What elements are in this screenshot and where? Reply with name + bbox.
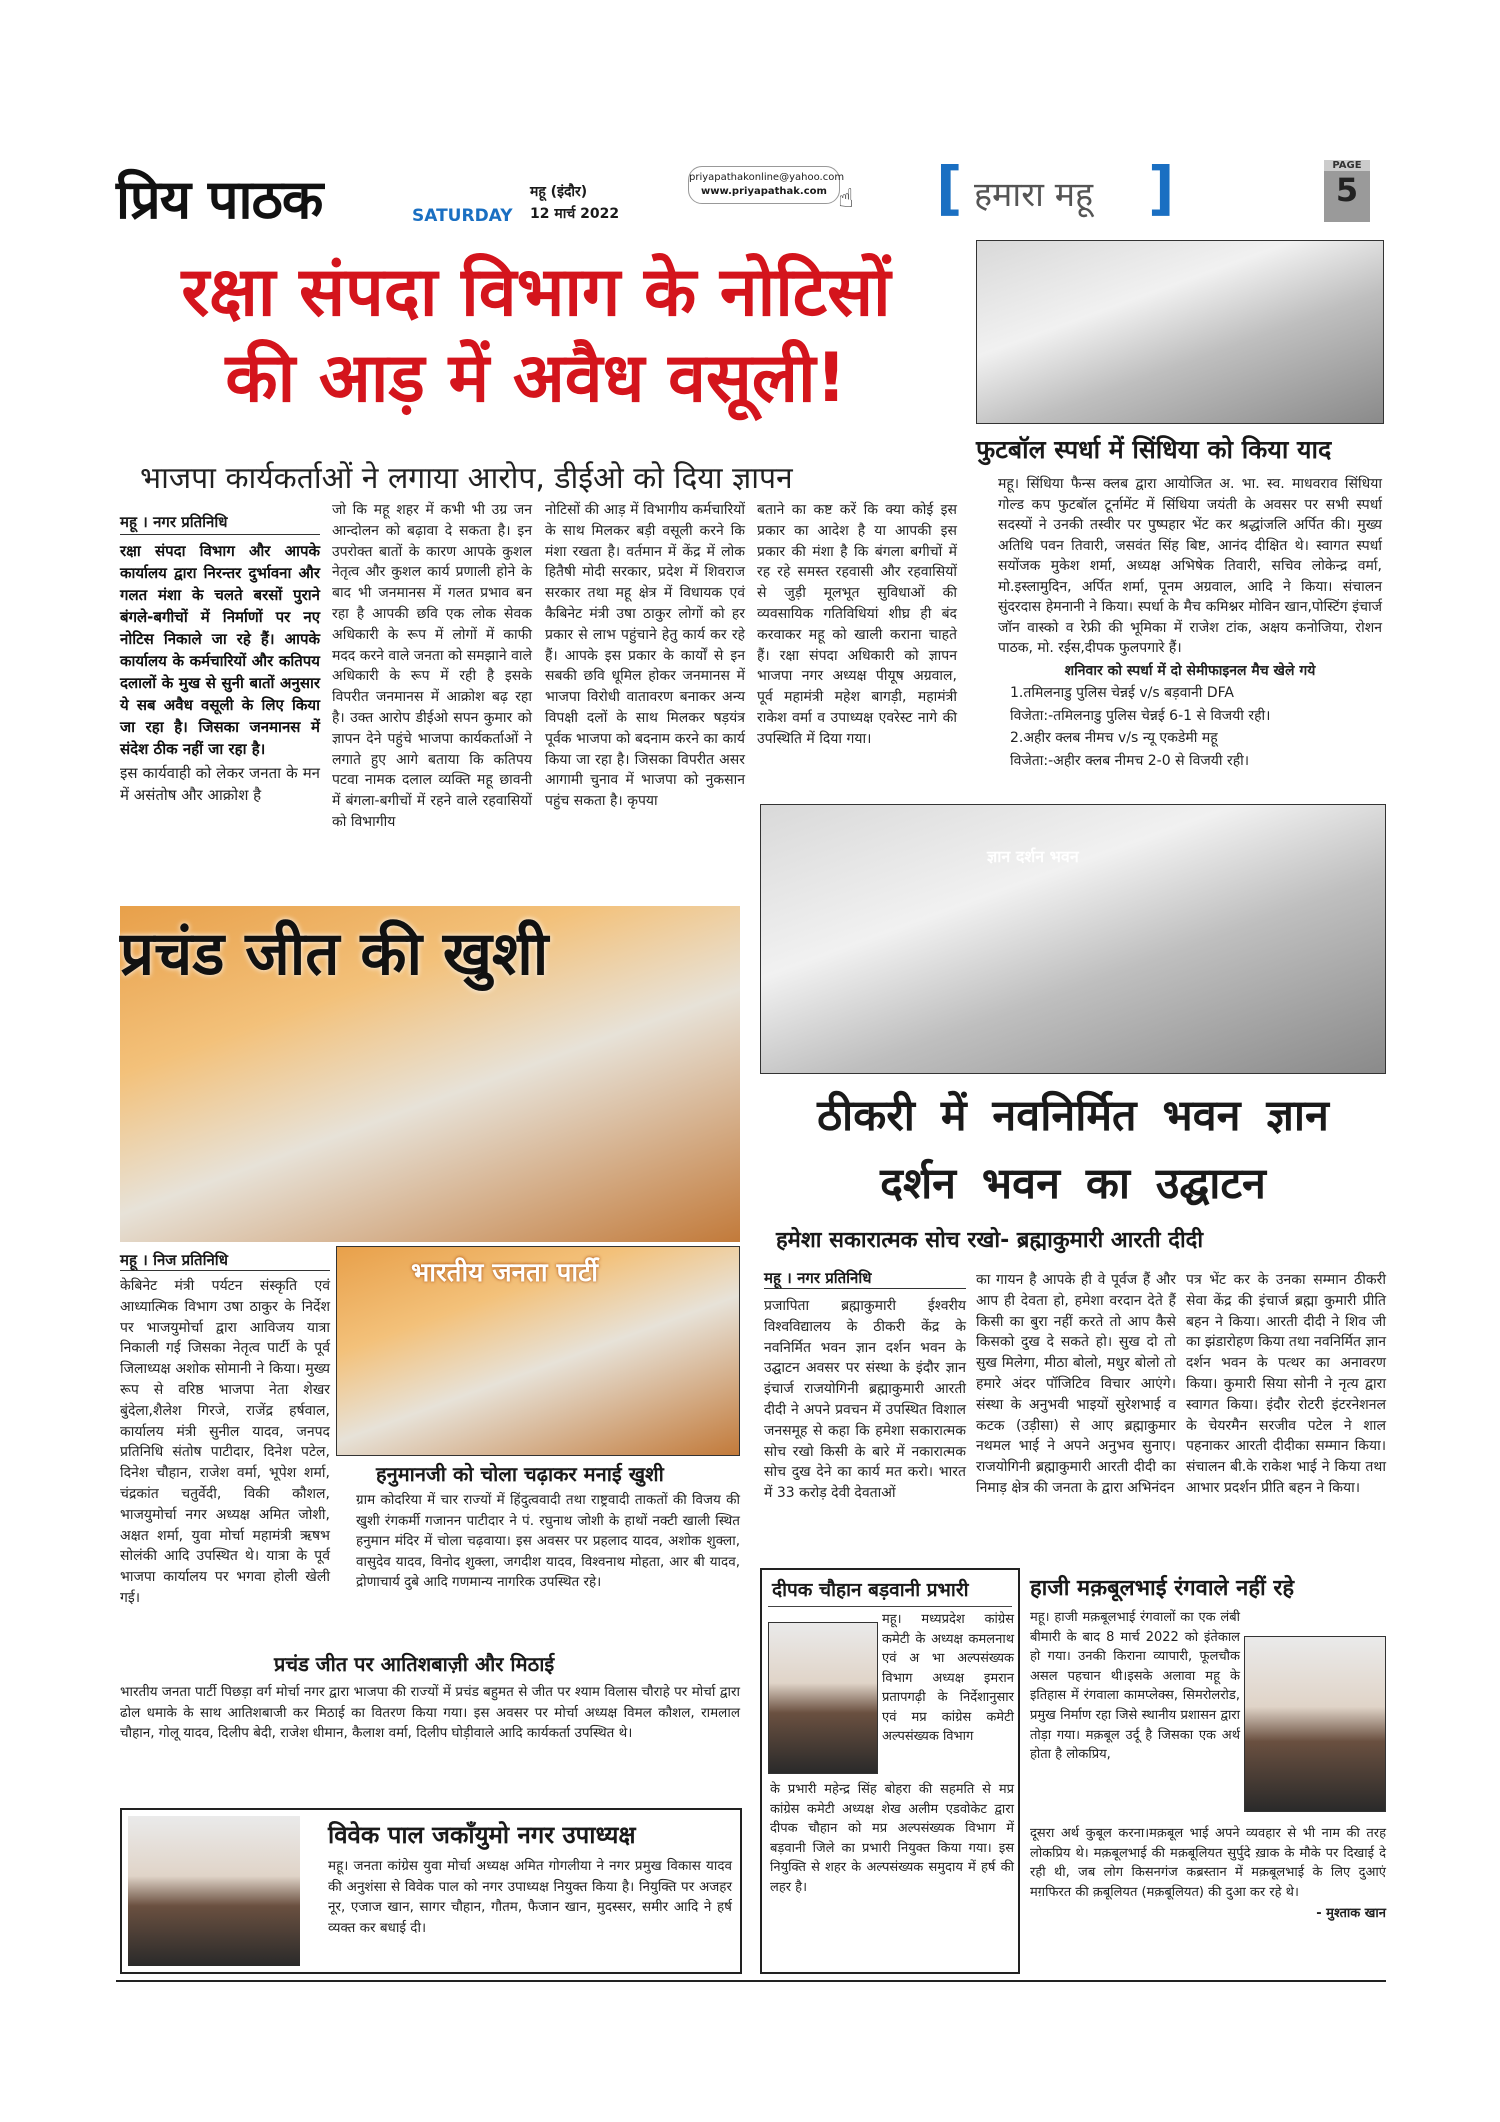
- football-match1: 1.तमिलनाडु पुलिस चेन्नई v/s बड़वानी DFA: [1010, 685, 1234, 701]
- haji-signature: - मुश्ताक खान: [1316, 1906, 1386, 1922]
- haji-photo: [1244, 1636, 1386, 1812]
- gyan-photo: [760, 804, 1386, 1074]
- football-result2: विजेता:-अहीर क्लब नीमच 2-0 से विजयी रही।: [1010, 752, 1250, 769]
- hanuman-body: ग्राम कोदरिया में चार राज्यों में हिंदुत्ववादी तथा राष्ट्रवादी ताकतों की विजय की खुशी रंगकर्मी गजानन पाटीदार ने पं. रघुनाथ जोशी के हाथों नक्टी खाली स्थित हनुमान मंदिर में चोला चढ़वाया। इस अवसर पर प्रहलाद यादव, अशोक शुक्ला, वासुदेव यादव, विनोद शुक्ला, जगदीश यादव, विश्वनाथ मोहता, आर बी यादव, द्रोणाचार्य दुबे आदि गणमान्य नागरिक उपस्थित रहे।: [356, 1492, 740, 1590]
- football-body: [998, 474, 1382, 773]
- deepak-headline: दीपक चौहान बड़वानी प्रभारी: [772, 1579, 969, 1601]
- lead-dateline: महू । नगर प्रतिनिधि: [120, 512, 320, 535]
- lead-col1: [120, 540, 320, 808]
- lead-headline: [116, 250, 956, 422]
- lead-headline-line1: रक्षा संपदा विभाग के नोटिसों: [181, 253, 891, 332]
- section-title: हमारा महू: [974, 175, 1094, 215]
- masthead: [116, 154, 1386, 240]
- page-number: 5: [1335, 171, 1359, 209]
- gyan-col2-text: का गायन है आपके ही वे पूर्वज हैं और आप ही देवता हो, हमेशा वरदान देते हैं किसी का बुरा नहीं करते तो आप कैसे किसको दुख दे सकते हो। सुख दो तो सुख मिलेगा, मीठा बोलो, मधुर बोलो तो हमारे अंदर पॉजिटिव विचार आएंगे। संस्था के अनुभवी भाइयों सुरेशभाई व कटक (उड़ीसा) से आए ब्रह्माकुमार नथमल भाई ने अपने अनुभव सुनाए। राजयोगिनी ब्रह्माकुमारी आरती दीदी का निमाड़ क्षेत्र की जनता के द्वारा अभिनंदन: [976, 1272, 1176, 1496]
- deepak-full-col: [770, 1780, 1014, 1899]
- lead-photo-football: [976, 240, 1384, 424]
- bracket-right-icon: ]: [1148, 154, 1175, 222]
- football-text: महू। सिंधिया फैन्स क्लब द्वारा आयोजित अ. भा. स्व. माधवराव सिंधिया गोल्ड कप फुटबॉल टूर्नामेंट में सिंधिया जयंती के अवसर पर सभी स्पर्धा सदस्यों ने उनकी तस्वीर पर पुष्पहार भेंट कर श्रद्धांजलि अर्पित की। मुख्य अतिथि पवन तिवारी, जसवंत सिंह बिष्ट, आनंद दीक्षित थे। स्वागत स्पर्धा सयोंजक मुकेश शर्मा, अध्यक्ष अभिषेक तिवारी, सचिव लोकेन्द्र वर्मा, मो.इस्लामुदिन, अर्पित शर्मा, पूनम अग्रवाल, आदि ने किया। संचालन सुंदरदास हेमनानी ने किया। स्पर्धा के मैच कमिश्नर मोविन खान,पोस्टिंग इंचार्ज जॉन वास्को व रेफ्री की भूमिका में राजेश टांक, अक्षय कनोजिया, रोशन पाठक, मो. रईस,दीपक फुलपगारे हैं।: [998, 476, 1382, 656]
- lead-col3-text: नोटिसों की आड़ में विभागीय कर्मचारियों के साथ मिलकर बड़ी वसूली करने कि मंशा रखता है। वर्तमान में केंद्र में लोक हितैषी मोदी सरकार, प्रदेश में शिवराज सरकार तथा महू क्षेत्र में विधायक एवं कैबिनेट मंत्री उषा ठाकुर लोगों को हर प्रकार से लाभ पहुंचाने हेतु कार्य कर रहे हैं। आपके इस प्रकार के कार्यों से इन सबकी छवि धूमिल होकर जनमानस में भाजपा विरोधी वातावरण बनाकर अन्य विपक्षी दलों के साथ मिलकर षड़यंत्र पूर्वक भाजपा को बदनाम करने का कार्य किया जा रहा है। जिसका विपरीत असर आगामी चुनाव में भाजपा को नुकसान पहुंच सकता है। कृपया: [545, 502, 745, 810]
- newspaper-logo: [116, 160, 322, 234]
- haji-body-full: दूसरा अर्थ कुबूल करना।मक़बूल भाई अपने व्यवहार से भी नाम की तरह लोकप्रिय थे। मक़बूलभाई की मक़बूलियत सुर्पुदे ख़ाक के मौके पर दिखाई दे रही थी, जब लोग किसनगंज कब्रस्तान में मक़बूलभाई के लिए दुआएं मग़फिरत की क़बूलियत (मक़बूलियत) की दुआ कर रहे थे।: [1030, 1826, 1386, 1900]
- haji-box: [1030, 1568, 1386, 1974]
- gyan-col2: [976, 1270, 1176, 1501]
- gyan-subhead: हमेशा सकारात्मक सोच रखो- ब्रह्माकुमारी आरती दीदी: [776, 1228, 1204, 1253]
- gyan-headline-line1: ठीकरी में नवनिर्मित भवन ज्ञान: [817, 1091, 1329, 1141]
- football-match2: 2.अहीर क्लब नीमच v/s न्यू एकडेमी महू: [1010, 730, 1218, 746]
- lead-headline-line2: की आड़ में अवैध वसूली!: [225, 339, 847, 418]
- vivek-body: महू। जनता कांग्रेस युवा मोर्चा अध्यक्ष अमित गोगलीया ने नगर प्रमुख विकास यादव की अनुशंसा से विवेक पाल को नगर उपाध्यक्ष नियुक्त किया है। नियुक्ति पर अजहर नूर, एजाज खान, सागर चौहान, गौतम, फैजान खान, मुदस्सर, समीर आदि ने हर्ष व्यक्त कर बधाई दी।: [328, 1858, 732, 1936]
- gyan-col1-text: प्रजापिता ब्रह्माकुमारी ईश्वरीय विश्वविद्यालय के ठीकरी केंद्र के नवनिर्मित भवन ज्ञान दर्शन भवन के उद्घाटन अवसर पर संस्था के इंदौर ज्ञान इंचार्ज राजयोगिनी ब्रह्माकुमारी आरती दीदी ने अपने प्रवचन में उपस्थित विशाल जनसमूह से कहा कि हमेशा सकारात्मक सोच रखो किसी के बारे में नकारात्मक सोच दुख देने का कार्य मत करो। भारत में 33 करोड़ देवी देवताओं: [764, 1298, 966, 1502]
- haji-full-col: [1030, 1824, 1386, 1926]
- bracket-left-icon: [: [936, 154, 963, 222]
- gyan-col3-text: पत्र भेंट कर के उनका सम्मान ठीकरी सेवा केंद्र की इंचार्ज ब्रह्मा कुमारी प्रीति बहन ने किया। आरती दीदी ने शिव जी का झंडारोहण किया तथा नवनिर्मित ज्ञान दर्शन भवन के पत्थर का अनावरण किया। कुमारी सिया सोनी ने नृत्य द्वारा स्वागत किया। इंदौर रोटरी इंटरनेशनल के चेयरमैन सरजीव पटेल ने शाल पहनाकर आरती दीदीका सम्मान किया। संचालन बी.के राकेश भाई ने किया तथा आभार प्रदर्शन प्रीति बहन ने किया।: [1186, 1272, 1386, 1496]
- deepak-side-col: [882, 1610, 1014, 1749]
- email-text: priyapathakonline@yahoo.com: [689, 172, 845, 183]
- page-label: PAGE: [1324, 160, 1370, 171]
- lead-col2-text: जो कि महू शहर में कभी भी उग्र जन आन्दोलन को बढ़ावा दे सकता है। इन उपरोक्त बातों के कारण आपके कुशल नेतृत्व और कुशल कार्य प्रणाली होने के बाद भी जनमानस में गलत प्रभाव बन रहा है आपकी छवि एक लोक सेवक अधिकारी के रूप में लोगों में काफी मदद करने वाले जनता को समझाने वाले अधिकारी के रूप में रही है इसके विपरीत जनमानस में आक्रोश बढ़ रहा है। उक्त आरोप डीईओ सपन कुमार को ज्ञापन देने पहुंचे भाजपा कार्यकर्ताओं ने लगाते हुए आगे बताया कि कतिपय पटवा नामक दलाल व्यक्ति महू छावनी में बंगला-बगीचों में रहने वाले रहवासियों को विभागीय: [332, 502, 532, 830]
- gyan-headline-line2: दर्शन भवन का उद्घाटन: [880, 1159, 1266, 1209]
- bjp-banner-text: भारतीय जनता पार्टी: [411, 1258, 598, 1288]
- bjp-photo: [336, 1246, 740, 1456]
- gyan-col1: [764, 1296, 966, 1506]
- fireworks-col: [120, 1682, 740, 1746]
- lead-col4: [757, 500, 957, 752]
- football-result1: विजेता:-तमिलनाडु पुलिस चेन्नई 6-1 से विजयी रही।: [1010, 707, 1271, 724]
- hanuman-headline: हनुमानजी को चोला चढ़ाकर मनाई खुशी: [376, 1462, 664, 1486]
- vivek-box: [120, 1808, 742, 1974]
- website-link[interactable]: www.priyapathak.com: [701, 186, 827, 197]
- page-bottom-rule: [116, 1980, 1386, 1982]
- vivek-photo: [128, 1816, 300, 1966]
- lead-col1-text: इस कार्यवाही को लेकर जनता के मन में असंतोष और आक्रोश है: [120, 764, 320, 804]
- victory-body: केबिनेट मंत्री पर्यटन संस्कृति एवं आध्यात्मिक विभाग उषा ठाकुर के निर्देश पर भाजयुमोर्चा द्वारा आविजय यात्रा निकाली गई जिसका नेतृत्व पार्टी के पूर्व जिलाध्यक्ष अशोक सोमानी ने किया। मुख्य रूप से वरिष्ठ भाजपा नेता शेखर बुंदेला,शैलेश गिरजे, राजेंद्र हर्षवाल, कार्यालय मंत्री सुनील यादव, जनपद प्रतिनिधि संतोष पाटीदार, दिनेश पटेल, दिनेश चौहान, राजेश वर्मा, भूपेश शर्मा, चंद्रकांत चतुर्वेदी, विकी कौशल, भाजयुमोर्चा नगर अध्यक्ष अमित जोशी, अक्षत शर्मा, युवा मोर्चा महामंत्री ऋषभ सोलंकी आदि उपस्थित थे। यात्रा के पूर्व भाजपा कार्यालय पर भगवा होली खेली गई।: [120, 1278, 330, 1606]
- gyan-headline: [760, 1082, 1386, 1218]
- deepak-body-side: महू। मध्यप्रदेश कांग्रेस कमेटी के अध्यक्ष कमलनाथ एवं अ भा अल्पसंख्यक विभाग अध्यक्ष इमरान प्रतापगढ़ी के निर्देशानुसार एवं मप्र कांग्रेस कमेटी अल्पसंख्यक विभाग: [882, 1612, 1014, 1744]
- day-label: SATURDAY: [412, 206, 513, 226]
- gyan-banner: ज्ञान दर्शन भवन: [987, 847, 1079, 866]
- pointer-icon: ☝: [838, 184, 854, 214]
- fireworks-body: भारतीय जनता पार्टी पिछड़ा वर्ग मोर्चा नगर द्वारा भाजपा की राज्यों में प्रचंड बहुमत से जीत पर श्याम विलास चौराहे पर मोर्चा द्वारा ढोल धमाके के साथ आतिशबाजी कर मिठाई का वितरण किया गया। इस अवसर पर मोर्चा अध्यक्ष विमल कौशल, रामलाल चौहान, गोलू यादव, दिलीप बेदी, राजेश धीमान, कैलाश वर्मा, दिलीप घोड़ीवाले आदि कार्यकर्ता उपस्थित थे।: [120, 1684, 740, 1741]
- fireworks-headline: प्रचंड जीत पर आतिशबाज़ी और मिठाई: [274, 1652, 555, 1676]
- section-bracket: [936, 154, 1176, 222]
- victory-col: [120, 1276, 330, 1611]
- football-headline: फुटबॉल स्पर्धा में सिंधिया को किया याद: [976, 435, 1332, 464]
- lead-col3: [545, 500, 745, 814]
- deepak-body-full: के प्रभारी महेन्द्र सिंह बोहरा की सहमति से मप्र कांग्रेस कमेटी अध्यक्ष शेख अलीम एडवोकेट द्वारा दीपक चौहान को मप्र अल्पसंख्यक विभाग में बड़वानी जिले का प्रभारी नियुक्त किया गया। इस नियुक्ति से शहर के अल्पसंख्यक समुदाय में हर्ष की लहर है।: [770, 1782, 1014, 1895]
- deepak-photo: [768, 1622, 878, 1774]
- date-label: 12 मार्च 2022: [530, 206, 620, 222]
- contact-box: [688, 166, 845, 204]
- hanuman-col: [356, 1490, 740, 1595]
- gyan-col3: [1186, 1270, 1386, 1501]
- page-badge: [1324, 160, 1370, 222]
- football-subhead: शनिवार को स्पर्धा में दो सेमीफाइनल मैच खेले गये: [1064, 662, 1316, 679]
- place-label: महू (इंदौर): [530, 184, 588, 200]
- haji-headline: हाजी मक़बूलभाई रंगवाले नहीं रहे: [1030, 1576, 1295, 1601]
- logo-text: प्रिय पाठक: [116, 167, 323, 231]
- haji-body-side: महू। हाजी मक़बूलभाई रंगवालों का एक लंबी बीमारी के बाद 8 मार्च 2022 को इंतेकाल हो गया। उनकी किराना व्यापारी, फूलचौक असल पहचान थी।इसके अलावा महू के इतिहास में रंगवाला कामप्लेक्स, सिमरोलरोड, प्रमुख निर्माण रहा जिसे स्थानीय प्रशासन द्वारा तोड़ा गया। मक़बूल उर्दू है जिसका एक अर्थ होता है लोकप्रिय,: [1030, 1610, 1240, 1763]
- lead-col4-text: बताने का कष्ट करें कि क्या कोई इस प्रकार का आदेश है या आपकी इस प्रकार की मंशा है कि बंगला बगीचों में रह रहे समस्त रहवासी और रहवासियों से जुड़ी मूलभूत सुविधाओं की व्यवसायिक गतिविधियां शीघ्र ही बंद करवाकर महू को खाली कराना चाहते हैं। रक्षा संपदा अधिकारी को ज्ञापन भाजपा नगर अध्यक्ष पीयूष अग्रवाल, पूर्व महामंत्री महेश बागड़ी, महामंत्री राकेश वर्मा व उपाध्यक्ष एवरेस्ट नागे की उपस्थिति में दिया गया।: [757, 502, 957, 747]
- deepak-box: [760, 1568, 1020, 1974]
- vivek-headline: विवेक पाल जकाँयुमो नगर उपाध्यक्ष: [328, 1821, 636, 1849]
- victory-dateline: महू । निज प्रतिनिधि: [120, 1250, 330, 1271]
- lead-subhead: भाजपा कार्यकर्ताओं ने लगाया आरोप, डीईओ को दिया ज्ञापन: [140, 461, 793, 496]
- lead-col2: [332, 500, 532, 835]
- vivek-col: [328, 1856, 732, 1940]
- gyan-dateline: महू । नगर प्रतिनिधि: [764, 1268, 966, 1289]
- haji-side-col: [1030, 1608, 1240, 1767]
- lead-intro-bold: रक्षा संपदा विभाग और आपके कार्यालय द्वारा निरन्तर दुर्भावना और गलत मंशा के चलते बरसों पुराने बंगले-बगीचों में निर्माणों पर नए नोटिस निकाले जा रहे हैं। आपके कार्यालय के कर्मचारियों और कतिपय दलालों के मुख से सुनी बातों अनुसार ये सब अवैध वसूली के लिए किया जा रहा है। जिसका जनमानस में संदेश ठीक नहीं जा रहा है।: [120, 542, 320, 758]
- victory-headline: प्रचंड जीत की खुशी: [120, 919, 549, 989]
